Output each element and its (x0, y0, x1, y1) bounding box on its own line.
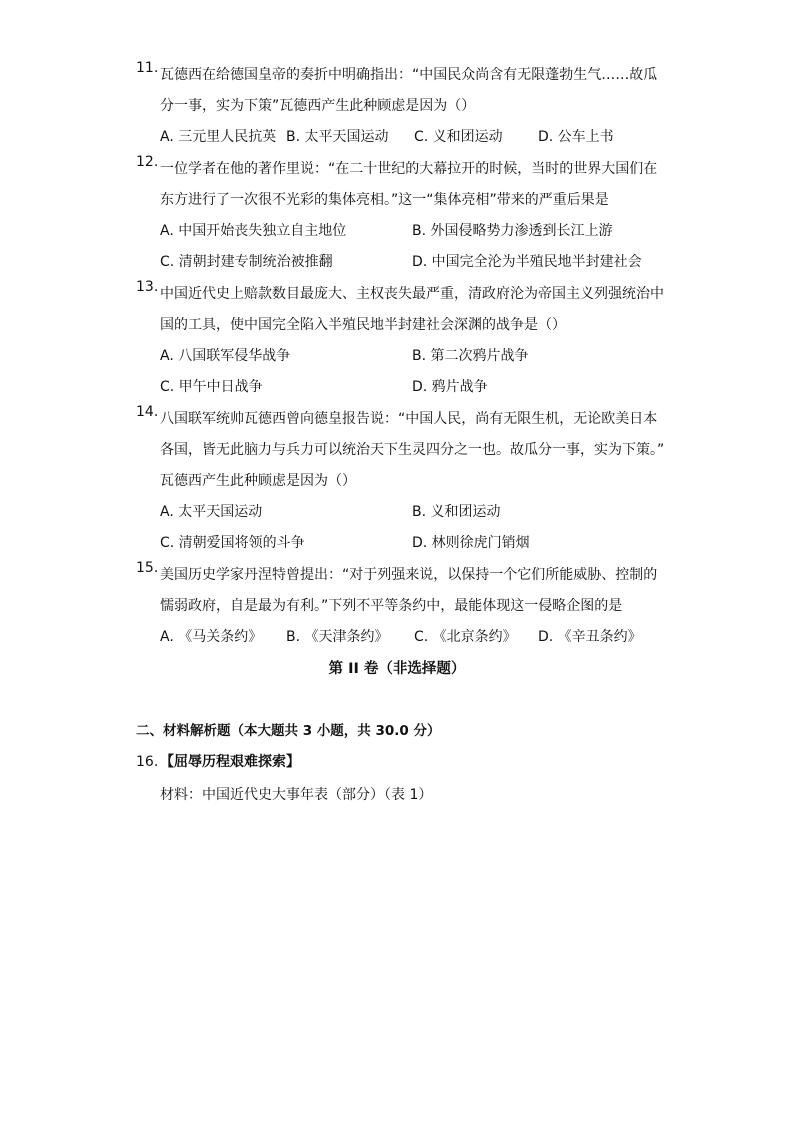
question-15 (136, 560, 696, 653)
question-number: 14. (136, 404, 159, 420)
option-c: C. 义和团运动 (414, 129, 503, 145)
option-d: D. 公车上书 (538, 129, 614, 145)
section-title: 第 II 卷（非选择题） (328, 661, 466, 677)
question-stem (160, 154, 696, 216)
stem-line: 分一事，实为下策”瓦德西产生此种顾虑是因为（） (160, 98, 476, 114)
question-12 (136, 154, 696, 278)
options-row (160, 622, 696, 653)
question-number: 12. (136, 154, 159, 170)
question-stem (160, 279, 696, 341)
stem-line: 瓦德西产生此种顾虑是因为（） (160, 473, 356, 489)
stem-line: 八国联军统帅瓦德西曾向德皇报告说：“中国人民，尚有无限生机，无论欧美日本 (160, 411, 658, 427)
option-a: A. 三元里人民抗英 (160, 129, 277, 145)
part-title: 二、材料解析题（本大题共 3 小题，共 30.0 分） (136, 723, 441, 739)
option-d: D. 鸦片战争 (412, 379, 488, 395)
option-b: B. 太平天国运动 (286, 129, 389, 145)
option-d: D. 《辛丑条约》 (538, 629, 642, 645)
options-row (160, 247, 696, 278)
stem-line: 一位学者在他的著作里说：“在二十世纪的大幕拉开的时候，当时的世界大国们在 (160, 161, 658, 177)
question-number: 15. (136, 560, 159, 576)
question-number: 13. (136, 279, 159, 295)
stem-line: 美国历史学家丹涅特曾提出：“对于列强来说，以保持一个它们所能威胁、控制的 (160, 567, 658, 583)
question-14 (136, 404, 696, 559)
option-d: D. 林则徐虎门销烟 (412, 535, 530, 551)
options-row (160, 341, 696, 372)
question-11 (136, 60, 696, 153)
option-c: C. 清朝爱国将领的斗争 (160, 535, 305, 551)
stem-line: 瓦德西在给德国皇帝的奏折中明确指出：“中国民众尚含有无限蓬勃生气……故瓜 (160, 67, 658, 83)
option-a: A. 八国联军侵华战争 (160, 348, 291, 364)
options-row (160, 122, 696, 153)
option-a: A. 《马关条约》 (160, 629, 263, 645)
question-number: 11. (136, 60, 159, 76)
option-c: C. 甲午中日战争 (160, 379, 263, 395)
stem-line: 国的工具，使中国完全陷入半殖民地半封建社会深渊的战争是（） (160, 317, 566, 333)
options-row (160, 216, 696, 247)
option-d: D. 中国完全沦为半殖民地半封建社会 (412, 254, 642, 270)
options-row (160, 372, 696, 403)
options-row (160, 497, 696, 528)
option-b: B. 第二次鸦片战争 (412, 348, 529, 364)
option-a: A. 中国开始丧失独立自主地位 (160, 223, 347, 239)
option-a: A. 太平天国运动 (160, 504, 263, 520)
stem-line: 各国，皆无此脑力与兵力可以统治天下生灵四分之一也。故瓜分一事，实为下策。” (160, 442, 665, 458)
stem-line: 懦弱政府，自是最为有利。”下列不平等条约中，最能体现这一侵略企图的是 (160, 598, 623, 614)
option-b: B. 义和团运动 (412, 504, 501, 520)
question-13 (136, 279, 696, 403)
option-c: C. 《北京条约》 (414, 629, 517, 645)
stem-line: 东方进行了一次很不光彩的集体亮相。”这一“集体亮相”带来的严重后果是 (160, 192, 609, 208)
stem-line: 中国近代史上赔款数目最庞大、主权丧失最严重，清政府沦为帝国主义列强统治中 (160, 286, 664, 302)
question-stem (160, 60, 696, 122)
options-row (160, 528, 696, 559)
material-caption: 材料：中国近代史大事年表（部分）（表 1） (160, 787, 433, 803)
question-stem (160, 404, 696, 497)
option-c: C. 清朝封建专制统治被推翻 (160, 254, 333, 270)
question-tag: 【屈辱历程艰难探索】 (160, 754, 300, 770)
option-b: B. 外国侵略势力渗透到长江上游 (412, 223, 613, 239)
question-number: 16. (136, 754, 159, 770)
question-16 (136, 749, 300, 775)
question-stem (160, 560, 696, 622)
option-b: B. 《天津条约》 (286, 629, 389, 645)
